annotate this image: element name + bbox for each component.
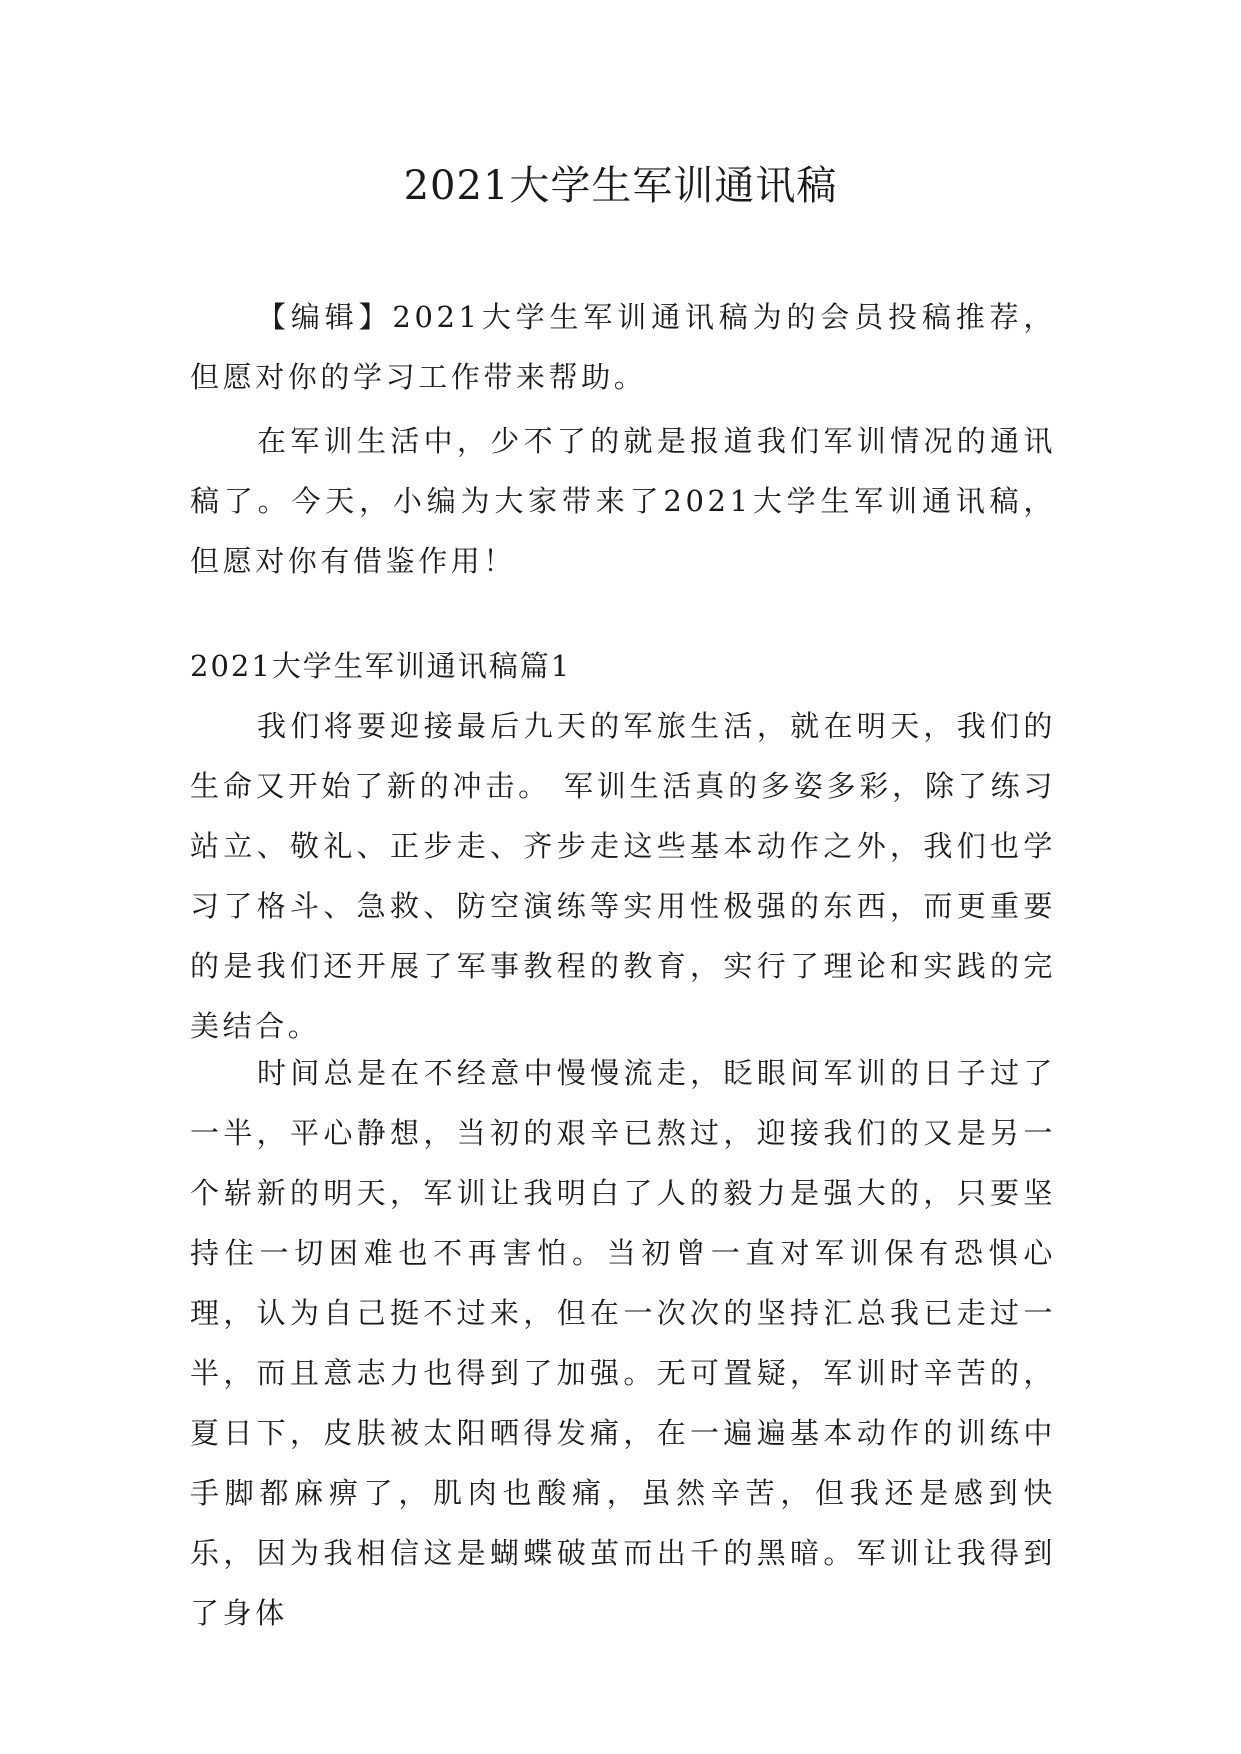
- body-paragraph-2: 时间总是在不经意中慢慢流走，眨眼间军训的日子过了一半，平心静想，当初的艰辛已熬过，迎接我们的又是另一个崭新的明天，军训让我明白了人的毅力是强大的，只要坚持住一切困难也不再害怕。当初曾一直对军训保有恐惧心理，认为自己挺不过来，但在一次次的坚持汇总我已走过一半，而且意志力也得到了加强。无可置疑，军训时辛苦的，夏日下，皮肤被太阳晒得发痛，在一遍遍基本动作的训练中手脚都麻痹了，肌肉也酸痛，虽然辛苦，但我还是感到快乐，因为我相信这是蝴蝶破茧而出千的黑暗。军训让我得到了身体: [190, 1056, 1056, 1630]
- document-title: 2021大学生军训通讯稿: [403, 163, 838, 209]
- intro-block: [190, 287, 1056, 407]
- section-heading: 2021大学生军训通讯稿篇1: [190, 649, 572, 683]
- body-block-1: [190, 696, 1056, 1056]
- intro-paragraph: 【编辑】2021大学生军训通讯稿为的会员投稿推荐，但愿对你的学习工作带来帮助。: [190, 300, 1056, 394]
- lead-block: [190, 411, 1056, 591]
- lead-paragraph: 在军训生活中，少不了的就是报道我们军训情况的通讯稿了。今天，小编为大家带来了2021大学生军训通讯稿，但愿对你有借鉴作用！: [190, 424, 1056, 578]
- body-block-2: [190, 1043, 1056, 1643]
- body-paragraph-1: 我们将要迎接最后九天的军旅生活，就在明天，我们的生命又开始了新的冲击。 军训生活真的多姿多彩，除了练习站立、敬礼、正步走、齐步走这些基本动作之外，我们也学习了格斗、急救、防空演练等实用性极强的东西，而更重要的是我们还开展了军事教程的教育，实行了理论和实践的完美结合。: [190, 709, 1056, 1043]
